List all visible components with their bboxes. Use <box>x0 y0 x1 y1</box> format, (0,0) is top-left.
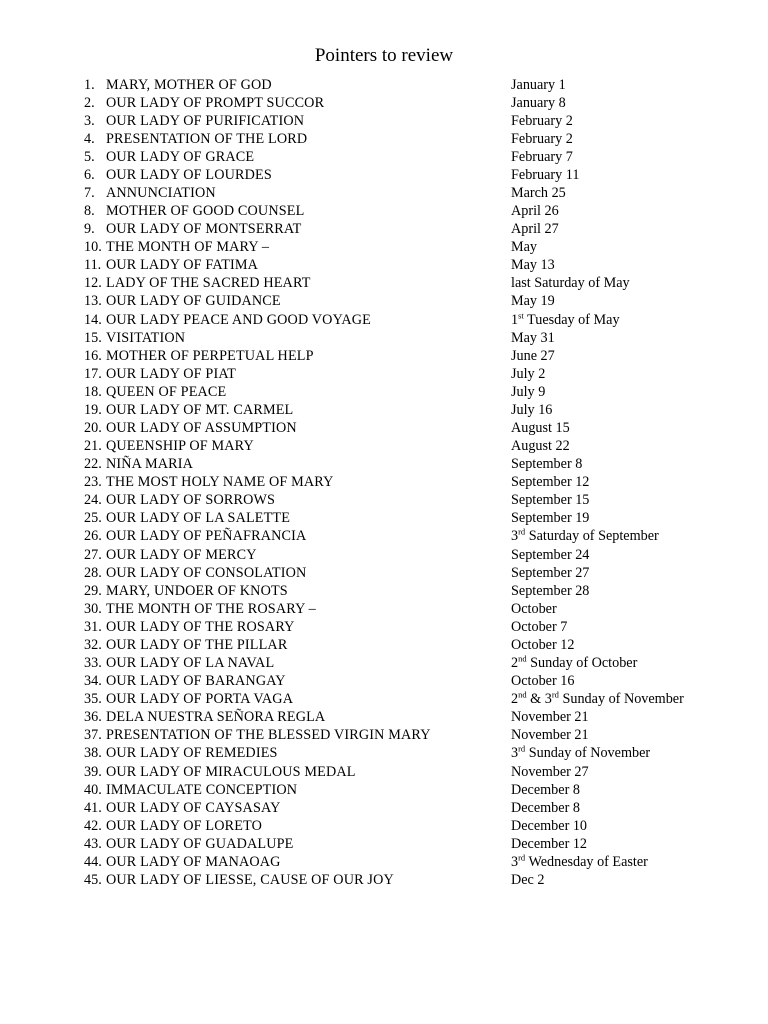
feast-date: April 27 <box>511 221 559 238</box>
feast-name: OUR LADY OF MONTSERRAT <box>106 221 302 238</box>
feast-name: OUR LADY OF PROMPT SUCCOR <box>106 94 325 111</box>
list-item <box>84 655 724 673</box>
feast-name: OUR LADY OF CONSOLATION <box>106 564 307 581</box>
list-item <box>84 203 724 221</box>
item-number: 31. <box>84 618 102 635</box>
list-item <box>84 347 724 365</box>
date-text: 3 <box>511 528 519 545</box>
item-number: 14. <box>84 311 102 328</box>
feast-name: OUR LADY OF BARANGAY <box>106 673 286 690</box>
feast-name: NIÑA MARIA <box>106 456 194 473</box>
ordinal-suffix: nd <box>518 689 527 700</box>
list-item <box>84 148 724 166</box>
feast-name: OUR LADY OF THE PILLAR <box>106 636 288 653</box>
feast-name: OUR LADY OF MIRACULOUS MEDAL <box>106 763 356 780</box>
item-number: 17. <box>84 365 102 382</box>
feast-date: February 2 <box>511 112 573 129</box>
feast-date: October 12 <box>511 636 575 653</box>
item-number: 45. <box>84 871 102 888</box>
feast-date: September 28 <box>511 582 590 599</box>
feast-list <box>84 76 724 890</box>
feast-date: October <box>511 600 557 617</box>
feast-date: November 27 <box>511 763 589 780</box>
list-item <box>84 636 724 654</box>
feast-name: OUR LADY OF PIAT <box>106 365 236 382</box>
item-number: 41. <box>84 799 102 816</box>
feast-name: OUR LADY PEACE AND GOOD VOYAGE <box>106 311 371 328</box>
feast-name: ANNUNCIATION <box>106 185 216 201</box>
feast-name: OUR LADY OF PURIFICATION <box>106 112 305 129</box>
date-text: Saturday of September <box>525 528 659 545</box>
feast-name: OUR LADY OF MERCY <box>106 546 257 563</box>
feast-date: January 8 <box>511 94 566 111</box>
list-item <box>84 853 724 871</box>
list-item <box>84 438 724 456</box>
item-number: 23. <box>84 474 102 491</box>
feast-date: October 16 <box>511 673 575 690</box>
feast-date <box>511 309 724 329</box>
feast-name: OUR LADY OF PORTA VAGA <box>106 691 294 708</box>
feast-name: OUR LADY OF PEÑAFRANCIA <box>106 528 307 545</box>
list-item <box>84 709 724 727</box>
item-number: 20. <box>84 420 102 437</box>
feast-name: LADY OF THE SACRED HEART <box>106 275 311 292</box>
date-text: Sunday of November <box>558 691 684 708</box>
item-number: 8. <box>84 203 95 220</box>
item-number: 40. <box>84 781 102 798</box>
list-item <box>84 130 724 148</box>
item-number: 13. <box>84 293 102 310</box>
item-number: 32. <box>84 636 102 653</box>
item-number: 18. <box>84 383 102 400</box>
date-text: 2 <box>511 655 519 672</box>
feast-name: OUR LADY OF LA NAVAL <box>106 655 275 672</box>
list-item <box>84 456 724 474</box>
item-number: 43. <box>84 835 102 852</box>
feast-date: last Saturday of May <box>511 275 630 292</box>
feast-date: September 8 <box>511 456 583 473</box>
feast-name: MOTHER OF GOOD COUNSEL <box>106 203 305 220</box>
list-item <box>84 257 724 275</box>
feast-name: OUR LADY OF LOURDES <box>106 166 272 183</box>
item-number: 30. <box>84 600 102 617</box>
feast-date: May 19 <box>511 293 555 310</box>
ordinal-suffix: rd <box>551 689 559 700</box>
item-number: 5. <box>84 148 95 165</box>
feast-date: August 15 <box>511 420 570 437</box>
feast-date <box>511 854 724 871</box>
feast-date: September 15 <box>511 492 590 509</box>
feast-name: MOTHER OF PERPETUAL HELP <box>106 347 314 364</box>
list-item <box>84 871 724 889</box>
feast-date: May <box>511 239 538 256</box>
list-item <box>84 564 724 582</box>
feast-name: PRESENTATION OF THE BLESSED VIRGIN MARY <box>106 727 431 744</box>
date-text: Tuesday of May <box>523 311 620 328</box>
date-text: 3 <box>511 745 519 762</box>
feast-name: OUR LADY OF MANAOAG <box>106 853 281 870</box>
list-item <box>84 600 724 618</box>
feast-name: THE MONTH OF MARY – <box>106 239 270 256</box>
item-number: 29. <box>84 582 102 599</box>
feast-date: September 27 <box>511 564 590 581</box>
ordinal-suffix: rd <box>518 852 526 863</box>
feast-name: OUR LADY OF FATIMA <box>106 257 259 274</box>
feast-name: IMMACULATE CONCEPTION <box>106 781 298 798</box>
feast-date: September 19 <box>511 510 590 527</box>
feast-date: November 21 <box>511 727 589 744</box>
feast-name: OUR LADY OF SORROWS <box>106 492 276 509</box>
feast-date: February 11 <box>511 166 580 183</box>
list-item <box>84 817 724 835</box>
feast-date: April 26 <box>511 203 559 220</box>
feast-name: MARY, MOTHER OF GOD <box>106 76 272 93</box>
list-item <box>84 166 724 184</box>
feast-date <box>511 528 724 545</box>
item-number: 4. <box>84 130 95 147</box>
item-number: 24. <box>84 492 102 509</box>
date-text: Wednesday of Easter <box>525 853 648 870</box>
list-item <box>84 184 724 202</box>
list-item <box>84 329 724 347</box>
list-item <box>84 383 724 401</box>
date-text: 1 <box>511 311 519 328</box>
feast-name: THE MOST HOLY NAME OF MARY <box>106 474 334 491</box>
list-item <box>84 799 724 817</box>
list-item <box>84 76 724 94</box>
item-number: 37. <box>84 727 102 744</box>
feast-date: November 21 <box>511 709 589 726</box>
feast-name: OUR LADY OF LORETO <box>106 817 263 834</box>
item-number: 36. <box>84 709 102 726</box>
list-item <box>84 365 724 383</box>
feast-name: OUR LADY OF LA SALETTE <box>106 510 291 527</box>
list-item <box>84 618 724 636</box>
list-item <box>84 492 724 510</box>
list-item <box>84 94 724 112</box>
feast-date <box>511 745 724 762</box>
item-number: 25. <box>84 510 102 527</box>
list-item <box>84 474 724 492</box>
date-text: & 3 <box>526 691 552 708</box>
feast-name: VISITATION <box>106 329 186 346</box>
feast-name: MARY, UNDOER OF KNOTS <box>106 582 288 599</box>
feast-name: OUR LADY OF GRACE <box>106 148 255 165</box>
feast-date: September 12 <box>511 474 590 491</box>
feast-date: February 7 <box>511 148 573 165</box>
item-number: 28. <box>84 564 102 581</box>
date-text: 3 <box>511 853 519 870</box>
list-item <box>84 691 724 709</box>
item-number: 9. <box>84 221 95 238</box>
list-item <box>84 419 724 437</box>
feast-name: OUR LADY OF THE ROSARY <box>106 618 295 635</box>
list-item <box>84 763 724 781</box>
feast-date: October 7 <box>511 618 568 635</box>
date-text: 2 <box>511 691 519 708</box>
ordinal-suffix: rd <box>518 526 526 537</box>
feast-name: QUEENSHIP OF MARY <box>106 438 254 455</box>
feast-date <box>511 655 724 672</box>
page-title: Pointers to review <box>314 45 454 66</box>
list-item <box>84 673 724 691</box>
feast-name: DELA NUESTRA SEÑORA REGLA <box>106 709 326 726</box>
feast-date: September 24 <box>511 546 590 563</box>
item-number: 11. <box>84 257 102 274</box>
feast-date: July 2 <box>511 365 546 382</box>
item-number: 42. <box>84 817 102 834</box>
ordinal-suffix: st <box>518 309 524 320</box>
item-number: 16. <box>84 347 102 364</box>
feast-name: OUR LADY OF REMEDIES <box>106 745 278 762</box>
feast-date: June 27 <box>511 347 555 364</box>
item-number: 19. <box>84 401 102 418</box>
feast-date: February 2 <box>511 130 573 147</box>
feast-date: August 22 <box>511 438 570 455</box>
item-number: 1. <box>84 76 95 93</box>
feast-name: THE MONTH OF THE ROSARY – <box>106 600 316 617</box>
feast-name: OUR LADY OF GUIDANCE <box>106 293 281 310</box>
item-number: 26. <box>84 528 102 545</box>
list-item <box>84 221 724 239</box>
ordinal-suffix: rd <box>518 743 526 754</box>
feast-name: OUR LADY OF ASSUMPTION <box>106 420 297 437</box>
list-item <box>84 546 724 564</box>
feast-date: July 16 <box>511 401 553 418</box>
feast-name: OUR LADY OF LIESSE, CAUSE OF OUR JOY <box>106 871 394 888</box>
feast-name: PRESENTATION OF THE LORD <box>106 130 308 147</box>
feast-name: QUEEN OF PEACE <box>106 383 227 400</box>
feast-date: Dec 2 <box>511 871 545 888</box>
feast-date: May 31 <box>511 329 555 346</box>
feast-date: December 10 <box>511 817 588 834</box>
feast-name: OUR LADY OF MT. CARMEL <box>106 401 294 418</box>
list-item <box>84 239 724 257</box>
feast-date: March 25 <box>511 185 566 201</box>
item-number: 33. <box>84 655 102 672</box>
feast-name: OUR LADY OF CAYSASAY <box>106 799 281 816</box>
feast-date: July 9 <box>511 383 546 400</box>
list-item <box>84 401 724 419</box>
item-number: 2. <box>84 94 95 111</box>
list-item <box>84 112 724 130</box>
feast-date: December 8 <box>511 799 580 816</box>
item-number: 27. <box>84 546 102 563</box>
list-item <box>84 727 724 745</box>
item-number: 44. <box>84 853 102 870</box>
item-number: 6. <box>84 166 95 183</box>
list-item <box>84 528 724 546</box>
item-number: 22. <box>84 456 102 473</box>
list-item <box>84 582 724 600</box>
item-number: 3. <box>84 112 95 129</box>
item-number: 38. <box>84 745 102 762</box>
item-number: 10. <box>84 239 102 256</box>
feast-date <box>511 691 724 708</box>
feast-date: December 8 <box>511 781 580 798</box>
item-number: 15. <box>84 329 102 346</box>
feast-date: May 13 <box>511 257 555 274</box>
list-item <box>84 510 724 528</box>
item-number: 21. <box>84 438 102 455</box>
date-text: Sunday of October <box>526 655 638 672</box>
item-number: 7. <box>84 185 95 201</box>
list-item <box>84 745 724 763</box>
item-number: 35. <box>84 691 102 708</box>
item-number: 12. <box>84 275 102 292</box>
date-text: Sunday of November <box>525 745 651 762</box>
item-number: 39. <box>84 763 102 780</box>
feast-name: OUR LADY OF GUADALUPE <box>106 835 294 852</box>
feast-date: December 12 <box>511 835 588 852</box>
list-item <box>84 311 724 329</box>
list-item <box>84 275 724 293</box>
ordinal-suffix: nd <box>518 653 527 664</box>
item-number: 34. <box>84 673 102 690</box>
feast-date: January 1 <box>511 76 566 93</box>
list-item <box>84 293 724 311</box>
list-item <box>84 781 724 799</box>
list-item <box>84 835 724 853</box>
